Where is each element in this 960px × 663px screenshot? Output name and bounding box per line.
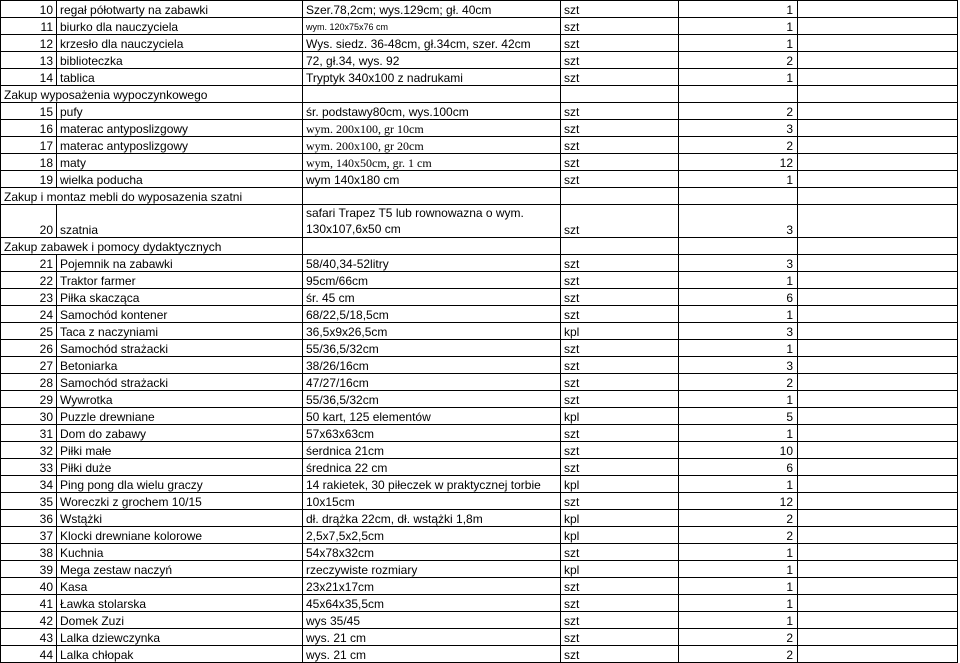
empty-cell — [561, 238, 679, 255]
item-name-cell: Klocki drewniane kolorowe — [57, 527, 303, 544]
table-row — [1, 35, 958, 52]
item-name-cell: Pojemnik na zabawki — [57, 255, 303, 272]
empty-cell — [798, 476, 958, 493]
item-dimensions-cell: 95cm/66cm — [303, 272, 561, 289]
item-number-cell: 12 — [1, 35, 57, 52]
table-row — [1, 595, 958, 612]
item-dimensions-cell: 72, gł.34, wys. 92 — [303, 52, 561, 69]
item-unit-cell: kpl — [561, 323, 679, 340]
empty-cell — [798, 425, 958, 442]
item-number-cell: 22 — [1, 272, 57, 289]
item-unit-cell: szt — [561, 425, 679, 442]
item-dimensions-cell: wym. 120x75x76 cm — [303, 18, 561, 35]
empty-cell — [798, 595, 958, 612]
item-number-cell: 25 — [1, 323, 57, 340]
items-table-body — [1, 1, 958, 663]
table-row — [1, 578, 958, 595]
empty-cell — [798, 374, 958, 391]
item-quantity-cell: 3 — [679, 357, 798, 374]
item-unit-cell: szt — [561, 629, 679, 646]
item-unit-cell: kpl — [561, 408, 679, 425]
table-row — [1, 137, 958, 154]
table-row — [1, 120, 958, 137]
empty-cell — [798, 188, 958, 205]
section-header-row — [1, 238, 958, 255]
item-unit-cell: szt — [561, 493, 679, 510]
item-number-cell: 19 — [1, 171, 57, 188]
empty-cell — [798, 35, 958, 52]
item-quantity-cell: 1 — [679, 595, 798, 612]
table-row — [1, 171, 958, 188]
item-quantity-cell: 2 — [679, 103, 798, 120]
item-dimensions-cell: Szer.78,2cm; wys.129cm; gł. 40cm — [303, 1, 561, 18]
empty-cell — [798, 86, 958, 103]
empty-cell — [798, 289, 958, 306]
item-unit-cell: szt — [561, 595, 679, 612]
item-number-cell: 44 — [1, 646, 57, 663]
item-name-cell: Kuchnia — [57, 544, 303, 561]
table-row — [1, 544, 958, 561]
item-number-cell: 10 — [1, 1, 57, 18]
item-dimensions-cell: 55/36,5/32cm — [303, 391, 561, 408]
empty-cell — [679, 188, 798, 205]
item-quantity-cell: 1 — [679, 272, 798, 289]
item-name-cell: Dom do zabawy — [57, 425, 303, 442]
item-number-cell: 30 — [1, 408, 57, 425]
item-unit-cell: szt — [561, 306, 679, 323]
empty-cell — [798, 442, 958, 459]
empty-cell — [798, 120, 958, 137]
empty-cell — [798, 408, 958, 425]
table-row — [1, 459, 958, 476]
empty-cell — [798, 205, 958, 238]
item-quantity-cell: 2 — [679, 52, 798, 69]
item-unit-cell: szt — [561, 340, 679, 357]
item-name-cell: Piłka skacząca — [57, 289, 303, 306]
empty-cell — [561, 188, 679, 205]
item-name-cell: wielka poducha — [57, 171, 303, 188]
item-dimensions-cell: wym. 200x100, gr 10cm — [303, 120, 561, 137]
item-number-cell: 20 — [1, 205, 57, 238]
empty-cell — [561, 86, 679, 103]
item-unit-cell: szt — [561, 357, 679, 374]
item-quantity-cell: 12 — [679, 493, 798, 510]
item-number-cell: 35 — [1, 493, 57, 510]
item-number-cell: 28 — [1, 374, 57, 391]
item-unit-cell: szt — [561, 154, 679, 171]
item-quantity-cell: 12 — [679, 154, 798, 171]
item-name-cell: Ławka stolarska — [57, 595, 303, 612]
empty-cell — [798, 510, 958, 527]
empty-cell — [798, 255, 958, 272]
item-quantity-cell: 2 — [679, 137, 798, 154]
item-dimensions-cell: wys 35/45 — [303, 612, 561, 629]
section-header-row — [1, 86, 958, 103]
item-dimensions-cell: 47/27/16cm — [303, 374, 561, 391]
empty-cell — [798, 1, 958, 18]
item-quantity-cell: 1 — [679, 1, 798, 18]
empty-cell — [679, 86, 798, 103]
item-number-cell: 43 — [1, 629, 57, 646]
item-unit-cell: szt — [561, 171, 679, 188]
empty-cell — [798, 154, 958, 171]
item-quantity-cell: 2 — [679, 629, 798, 646]
item-name-cell: tablica — [57, 69, 303, 86]
item-unit-cell: szt — [561, 255, 679, 272]
item-name-cell: krzesło dla nauczyciela — [57, 35, 303, 52]
item-quantity-cell: 1 — [679, 391, 798, 408]
item-unit-cell: szt — [561, 544, 679, 561]
item-dimensions-cell: 10x15cm — [303, 493, 561, 510]
empty-cell — [798, 238, 958, 255]
item-number-cell: 27 — [1, 357, 57, 374]
empty-cell — [798, 340, 958, 357]
item-quantity-cell: 6 — [679, 289, 798, 306]
table-row — [1, 289, 958, 306]
item-unit-cell: szt — [561, 578, 679, 595]
table-row — [1, 154, 958, 171]
item-dimensions-cell: 50 kart, 125 elementów — [303, 408, 561, 425]
item-quantity-cell: 1 — [679, 476, 798, 493]
item-unit-cell: kpl — [561, 510, 679, 527]
item-dimensions-cell: średnica 22 cm — [303, 459, 561, 476]
table-row — [1, 340, 958, 357]
item-quantity-cell: 1 — [679, 612, 798, 629]
empty-cell — [798, 561, 958, 578]
empty-cell — [798, 578, 958, 595]
item-name-cell: pufy — [57, 103, 303, 120]
section-header-row — [1, 188, 958, 205]
item-unit-cell: szt — [561, 272, 679, 289]
item-name-cell: Samochód strażacki — [57, 340, 303, 357]
item-number-cell: 40 — [1, 578, 57, 595]
item-quantity-cell: 2 — [679, 527, 798, 544]
item-unit-cell: szt — [561, 459, 679, 476]
item-dimensions-cell: wys. 21 cm — [303, 646, 561, 663]
empty-cell — [798, 493, 958, 510]
item-name-cell: Kasa — [57, 578, 303, 595]
item-dimensions-cell: 58/40,34-52litry — [303, 255, 561, 272]
empty-cell — [303, 86, 561, 103]
table-row — [1, 646, 958, 663]
empty-cell — [798, 629, 958, 646]
item-dimensions-cell: śerdnica 21cm — [303, 442, 561, 459]
item-quantity-cell: 3 — [679, 323, 798, 340]
item-name-cell: szatnia — [57, 205, 303, 238]
item-quantity-cell: 6 — [679, 459, 798, 476]
item-dimensions-cell: 45x64x35,5cm — [303, 595, 561, 612]
item-name-cell: Samochód kontener — [57, 306, 303, 323]
table-row — [1, 476, 958, 493]
item-unit-cell: szt — [561, 205, 679, 238]
item-dimensions-cell: 23x21x17cm — [303, 578, 561, 595]
table-row — [1, 561, 958, 578]
empty-cell — [798, 544, 958, 561]
table-row — [1, 527, 958, 544]
item-quantity-cell: 5 — [679, 408, 798, 425]
item-number-cell: 14 — [1, 69, 57, 86]
item-name-cell: Ping pong dla wielu graczy — [57, 476, 303, 493]
empty-cell — [303, 188, 561, 205]
item-name-cell: biblioteczka — [57, 52, 303, 69]
item-dimensions-cell: śr. podstawy80cm, wys.100cm — [303, 103, 561, 120]
item-name-cell: Samochód strażacki — [57, 374, 303, 391]
empty-cell — [798, 137, 958, 154]
item-number-cell: 29 — [1, 391, 57, 408]
item-unit-cell: szt — [561, 120, 679, 137]
item-dimensions-cell: 57x63x63cm — [303, 425, 561, 442]
table-row — [1, 205, 958, 238]
item-quantity-cell: 3 — [679, 205, 798, 238]
item-number-cell: 17 — [1, 137, 57, 154]
table-row — [1, 1, 958, 18]
table-row — [1, 52, 958, 69]
item-number-cell: 31 — [1, 425, 57, 442]
item-dimensions-cell: 55/36,5/32cm — [303, 340, 561, 357]
table-row — [1, 510, 958, 527]
table-row — [1, 612, 958, 629]
item-quantity-cell: 1 — [679, 69, 798, 86]
table-row — [1, 18, 958, 35]
item-unit-cell: szt — [561, 1, 679, 18]
item-name-cell: Traktor farmer — [57, 272, 303, 289]
item-unit-cell: szt — [561, 69, 679, 86]
item-name-cell: Lalka dziewczynka — [57, 629, 303, 646]
item-name-cell: maty — [57, 154, 303, 171]
item-dimensions-cell: dł. drążka 22cm, dł. wstążki 1,8m — [303, 510, 561, 527]
item-unit-cell: szt — [561, 18, 679, 35]
item-name-cell: Taca z naczyniami — [57, 323, 303, 340]
section-title: Zakup zabawek i pomocy dydaktycznych — [1, 238, 303, 255]
item-number-cell: 26 — [1, 340, 57, 357]
item-number-cell: 21 — [1, 255, 57, 272]
item-quantity-cell: 1 — [679, 306, 798, 323]
item-name-cell: Puzzle drewniane — [57, 408, 303, 425]
item-quantity-cell: 1 — [679, 425, 798, 442]
item-dimensions-cell: Wys. siedz. 36-48cm, gł.34cm, szer. 42cm — [303, 35, 561, 52]
table-row — [1, 255, 958, 272]
table-row — [1, 391, 958, 408]
item-number-cell: 24 — [1, 306, 57, 323]
item-quantity-cell: 1 — [679, 578, 798, 595]
item-quantity-cell: 1 — [679, 35, 798, 52]
empty-cell — [798, 612, 958, 629]
item-dimensions-cell: 14 rakietek, 30 piłeczek w praktycznej torbie — [303, 476, 561, 493]
item-unit-cell: szt — [561, 137, 679, 154]
item-number-cell: 39 — [1, 561, 57, 578]
item-name-cell: Piłki duże — [57, 459, 303, 476]
empty-cell — [798, 69, 958, 86]
section-title: Zakup i montaz mebli do wyposazenia szatni — [1, 188, 303, 205]
table-row — [1, 357, 958, 374]
table-row — [1, 69, 958, 86]
table-row — [1, 408, 958, 425]
item-dimensions-cell: 54x78x32cm — [303, 544, 561, 561]
item-name-cell: biurko dla nauczyciela — [57, 18, 303, 35]
item-name-cell: Domek Zuzi — [57, 612, 303, 629]
item-number-cell: 18 — [1, 154, 57, 171]
empty-cell — [798, 52, 958, 69]
item-dimensions-cell: wym, 140x50cm, gr. 1 cm — [303, 154, 561, 171]
empty-cell — [798, 272, 958, 289]
item-unit-cell: szt — [561, 103, 679, 120]
item-dimensions-cell: 68/22,5/18,5cm — [303, 306, 561, 323]
item-name-cell: Wywrotka — [57, 391, 303, 408]
empty-cell — [798, 391, 958, 408]
item-unit-cell: szt — [561, 612, 679, 629]
table-row — [1, 493, 958, 510]
empty-cell — [798, 357, 958, 374]
item-unit-cell: szt — [561, 35, 679, 52]
item-dimensions-cell: wys. 21 cm — [303, 629, 561, 646]
item-quantity-cell: 1 — [679, 561, 798, 578]
item-number-cell: 23 — [1, 289, 57, 306]
table-row — [1, 629, 958, 646]
item-unit-cell: szt — [561, 52, 679, 69]
empty-cell — [798, 306, 958, 323]
item-dimensions-cell: Tryptyk 340x100 z nadrukami — [303, 69, 561, 86]
item-unit-cell: szt — [561, 646, 679, 663]
item-unit-cell: kpl — [561, 527, 679, 544]
empty-cell — [798, 459, 958, 476]
item-number-cell: 37 — [1, 527, 57, 544]
item-name-cell: regał półotwarty na zabawki — [57, 1, 303, 18]
item-unit-cell: szt — [561, 374, 679, 391]
item-dimensions-cell: 2,5x7,5x2,5cm — [303, 527, 561, 544]
item-quantity-cell: 3 — [679, 255, 798, 272]
table-row — [1, 374, 958, 391]
item-number-cell: 11 — [1, 18, 57, 35]
item-dimensions-cell: safari Trapez T5 lub rownowazna o wym. 130x107,6x50 cm — [303, 205, 561, 238]
item-unit-cell: kpl — [561, 476, 679, 493]
item-quantity-cell: 1 — [679, 18, 798, 35]
item-dimensions-cell: śr. 45 cm — [303, 289, 561, 306]
item-quantity-cell: 3 — [679, 120, 798, 137]
item-unit-cell: kpl — [561, 561, 679, 578]
empty-cell — [798, 646, 958, 663]
item-number-cell: 16 — [1, 120, 57, 137]
item-dimensions-cell: wym 140x180 cm — [303, 171, 561, 188]
item-number-cell: 33 — [1, 459, 57, 476]
empty-cell — [798, 323, 958, 340]
empty-cell — [798, 171, 958, 188]
item-dimensions-cell: wym. 200x100, gr 20cm — [303, 137, 561, 154]
item-name-cell: Betoniarka — [57, 357, 303, 374]
item-quantity-cell: 1 — [679, 340, 798, 357]
empty-cell — [798, 18, 958, 35]
item-unit-cell: szt — [561, 289, 679, 306]
item-name-cell: Lalka chłopak — [57, 646, 303, 663]
table-row — [1, 306, 958, 323]
item-quantity-cell: 2 — [679, 510, 798, 527]
item-name-cell: Mega zestaw naczyń — [57, 561, 303, 578]
item-number-cell: 32 — [1, 442, 57, 459]
item-dimensions-cell: rzeczywiste rozmiary — [303, 561, 561, 578]
table-row — [1, 103, 958, 120]
item-number-cell: 38 — [1, 544, 57, 561]
item-number-cell: 41 — [1, 595, 57, 612]
table-row — [1, 323, 958, 340]
item-number-cell: 13 — [1, 52, 57, 69]
empty-cell — [798, 527, 958, 544]
empty-cell — [303, 238, 561, 255]
section-title: Zakup wyposażenia wypoczynkowego — [1, 86, 303, 103]
table-row — [1, 425, 958, 442]
item-name-cell: materac antyposlizgowy — [57, 120, 303, 137]
item-name-cell: Woreczki z grochem 10/15 — [57, 493, 303, 510]
table-row — [1, 272, 958, 289]
empty-cell — [679, 238, 798, 255]
item-quantity-cell: 10 — [679, 442, 798, 459]
item-quantity-cell: 2 — [679, 374, 798, 391]
item-quantity-cell: 1 — [679, 544, 798, 561]
item-quantity-cell: 2 — [679, 646, 798, 663]
item-name-cell: materac antyposlizgowy — [57, 137, 303, 154]
item-quantity-cell: 1 — [679, 171, 798, 188]
item-dimensions-cell: 36,5x9x26,5cm — [303, 323, 561, 340]
item-number-cell: 36 — [1, 510, 57, 527]
table-row — [1, 442, 958, 459]
item-unit-cell: szt — [561, 391, 679, 408]
item-unit-cell: szt — [561, 442, 679, 459]
empty-cell — [798, 103, 958, 120]
item-dimensions-cell: 38/26/16cm — [303, 357, 561, 374]
item-name-cell: Wstążki — [57, 510, 303, 527]
item-name-cell: Piłki małe — [57, 442, 303, 459]
item-number-cell: 15 — [1, 103, 57, 120]
item-number-cell: 34 — [1, 476, 57, 493]
item-number-cell: 42 — [1, 612, 57, 629]
